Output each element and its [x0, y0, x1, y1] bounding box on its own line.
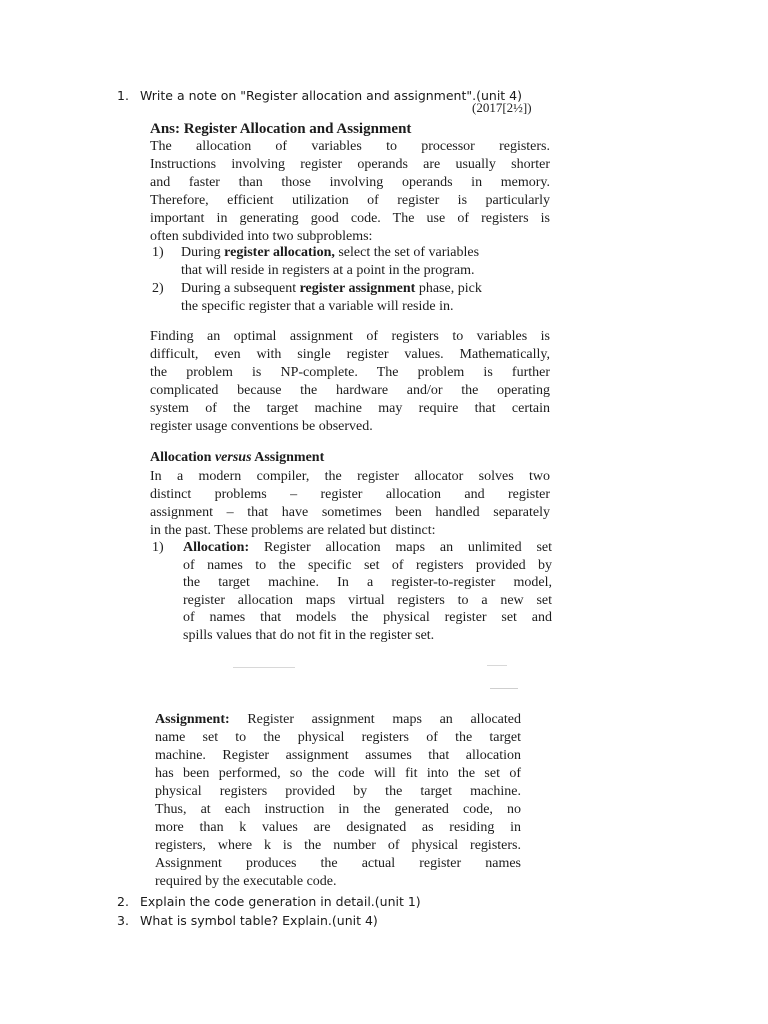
paragraph-line: distinct problems – register allocation and register	[150, 487, 550, 502]
question-1-number: 1.	[117, 88, 129, 103]
list-item	[150, 244, 550, 262]
list-number: 2)	[152, 281, 164, 296]
np-complete-paragraph	[150, 328, 550, 436]
bold-term: Allocation:	[183, 540, 250, 555]
text-run: Register allocation maps an unlimited set	[249, 540, 552, 555]
paragraph-line: Assignment produces the actual register names	[155, 856, 521, 871]
question-3-number: 3.	[117, 913, 129, 928]
scanned-answer-block	[150, 100, 553, 645]
question-1-text: Write a note on "Register allocation and assignment".(unit 4)	[140, 88, 522, 103]
subheading	[150, 450, 324, 466]
text-run: During	[181, 245, 225, 260]
paragraph-line: and faster than those involving operands in memory.	[150, 175, 550, 190]
paragraph-line: Therefore, efficient utilization of register is particularly	[150, 193, 550, 208]
intro-paragraph	[150, 138, 550, 246]
paragraph-line: register usage conventions be observed.	[150, 419, 373, 434]
scan-artifact	[233, 667, 295, 668]
paragraph-line: more than k values are designated as residing in	[155, 820, 521, 835]
paragraph-line: system of the target machine may require that certain	[150, 401, 550, 416]
subproblem-list	[150, 244, 550, 316]
paragraph-line: has been performed, so the code will fit into the set of	[155, 766, 521, 781]
paragraph-line: in the past. These problems are related but distinct:	[150, 523, 436, 538]
list-number: 1)	[152, 245, 164, 260]
bold-term: register assignment	[299, 281, 416, 296]
paragraph-line: the problem is NP-complete. The problem is further	[150, 365, 550, 380]
list-item-text	[181, 280, 482, 298]
paragraph-line: Thus, at each instruction in the generated code, no	[155, 802, 521, 817]
paragraph-line: complicated because the hardware and/or the operating	[150, 383, 550, 398]
paragraph-line: registers, where k is the number of physical registers.	[155, 838, 521, 853]
list-item-continuation: that will reside in registers at a point in the program.	[181, 263, 475, 278]
paragraph-line: often subdivided into two subproblems:	[150, 229, 373, 244]
question-2-text: Explain the code generation in detail.(unit 1)	[140, 894, 421, 909]
bold-term: Assignment:	[155, 712, 230, 727]
paragraph-line: of names to the specific set of registers provided by	[183, 557, 552, 573]
text-run: Allocation	[150, 450, 215, 465]
text-run: select the set of variables	[334, 245, 480, 260]
emphasis: versus	[214, 450, 252, 465]
paragraph-line: machine. Register assignment assumes that allocation	[155, 748, 521, 763]
assignment-paragraph	[155, 711, 521, 891]
paragraph-line: difficult, even with single register values. Mathematically,	[150, 347, 550, 362]
paragraph-line: name set to the physical registers of the target	[155, 730, 521, 745]
paragraph-line: spills values that do not fit in the register set.	[183, 627, 435, 643]
answer-heading: Ans: Register Allocation and Assignment	[150, 121, 412, 137]
scan-artifact	[490, 688, 518, 689]
question-3-text: What is symbol table? Explain.(unit 4)	[140, 913, 378, 928]
text-run: phase, pick	[415, 281, 482, 296]
paragraph-line: required by the executable code.	[155, 874, 337, 889]
page-reference: (2017[2½])	[472, 100, 532, 115]
list-item-text	[181, 244, 479, 262]
paragraph-line: In a modern compiler, the register allocator solves two	[150, 469, 550, 484]
allocator-paragraph	[150, 468, 550, 540]
paragraph-line: register allocation maps virtual registers to a new set	[183, 592, 552, 608]
paragraph-line: of names that models the physical register set and	[183, 610, 552, 625]
paragraph-line	[155, 711, 521, 729]
paragraph-line: Instructions involving register operands are usually shorter	[150, 157, 550, 172]
scanned-assignment-block	[155, 711, 523, 891]
text-run: Assignment	[251, 450, 325, 465]
paragraph-line: important in generating good code. The use of registers is	[150, 211, 550, 226]
paragraph-line: The allocation of variables to processor registers.	[150, 139, 550, 154]
list-item-continuation: the specific register that a variable will reside in.	[181, 299, 454, 314]
list-item	[150, 280, 550, 298]
text-run: During a subsequent	[181, 281, 300, 296]
paragraph-line: Finding an optimal assignment of registers to variables is	[150, 329, 550, 344]
allocation-item	[150, 539, 552, 644]
text-run: Register assignment maps an allocated	[229, 712, 521, 727]
scan-artifact	[487, 665, 507, 666]
paragraph-line: the target machine. In a register-to-register model,	[183, 575, 552, 590]
list-item-text	[183, 539, 552, 557]
paragraph-line: physical registers provided by the target machine.	[155, 784, 521, 799]
question-2-number: 2.	[117, 894, 129, 909]
list-number: 1)	[152, 540, 164, 555]
bold-term: register allocation,	[224, 245, 335, 260]
paragraph-line: assignment – that have sometimes been handled separately	[150, 505, 550, 520]
